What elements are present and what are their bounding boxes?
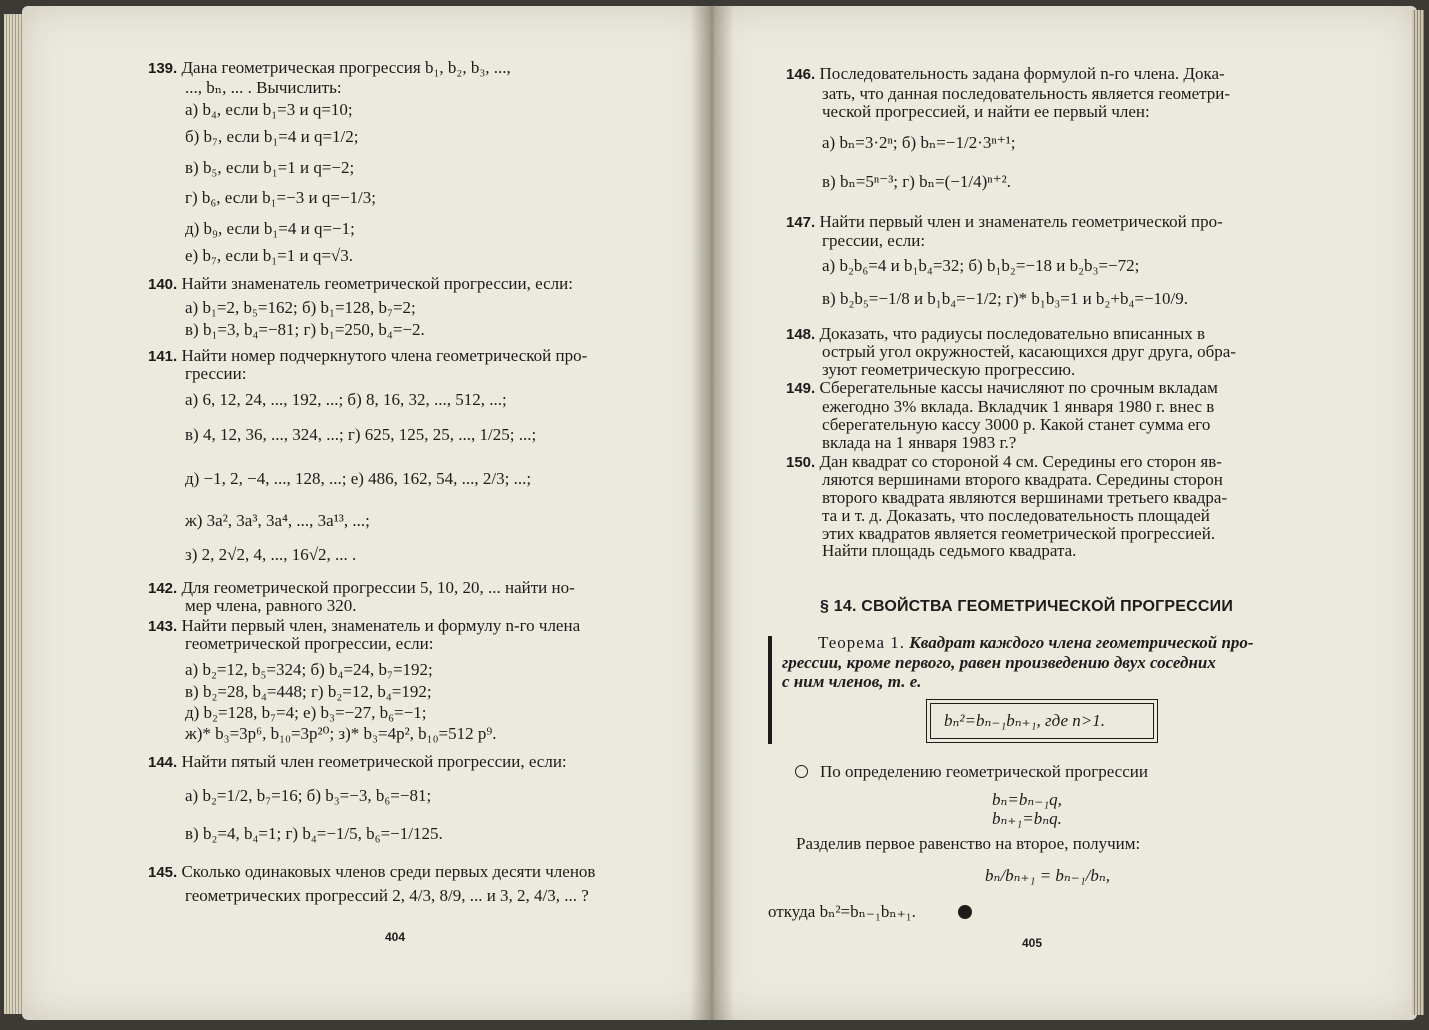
page-number: 404	[385, 930, 406, 944]
text-line: е) b₇, если b₁=1 и q=√3.	[185, 246, 354, 265]
text-line: этих квадратов является геометрической прогрессией.	[822, 524, 1216, 543]
page-number: 405	[1022, 936, 1043, 950]
proof-line: bₙ₊₁=bₙq.	[992, 809, 1062, 828]
boxed-formula: bₙ²=bₙ₋₁bₙ₊₁, где n>1.	[944, 711, 1105, 730]
text-line: второго квадрата являются вершинами третьего квадра-	[822, 488, 1228, 507]
text-line: 141. Найти номер подчеркнутого члена геометрической про-	[148, 346, 588, 365]
text-line: в) bₙ=5ⁿ⁻³; г) bₙ=(−1/4)ⁿ⁺².	[822, 172, 1011, 191]
theorem-marker-bar	[768, 636, 772, 744]
text-line: геометрических прогрессий 2, 4/3, 8/9, ... и 3, 2, 4/3, ... ?	[185, 886, 589, 905]
text-line: грессии:	[185, 364, 247, 383]
text-line: а) 6, 12, 24, ..., 192, ...; б) 8, 16, 32, ..., 512, ...;	[185, 390, 507, 409]
text-line: зуют геометрическую прогрессию.	[822, 360, 1076, 379]
theorem-line: Теорема 1. Квадрат каждого члена геометрической про-	[818, 633, 1254, 652]
text-line: острый угол окружностей, касающихся друг друга, обра-	[822, 342, 1236, 361]
text-line: 150. Дан квадрат со стороной 4 см. Середины его сторон яв-	[786, 452, 1222, 471]
text-line: ..., bₙ, ... . Вычислить:	[185, 78, 342, 97]
text-line: сберегательную кассу 3000 р. Какой станет сумма его	[822, 415, 1211, 434]
text-line: а) b₂=12, b₅=324; б) b₄=24, b₇=192;	[185, 660, 433, 679]
proof-line: bₙ=bₙ₋₁q,	[992, 790, 1062, 809]
text-line: д) −1, 2, −4, ..., 128, ...; е) 486, 162, 54, ..., 2/3; ...;	[185, 469, 532, 488]
text-line: 143. Найти первый член, знаменатель и формулу n-го члена	[148, 616, 581, 635]
text-line: 142. Для геометрической прогрессии 5, 10, 20, ... найти но-	[148, 578, 575, 597]
text-line: з) 2, 2√2, 4, ..., 16√2, ... .	[185, 545, 357, 564]
text-line: вклада на 1 января 1983 г.?	[822, 433, 1017, 452]
theorem-line: грессии, кроме первого, равен произведению двух соседних	[782, 653, 1216, 672]
proof-end-bullet-icon	[958, 905, 972, 919]
text-line: б) b₇, если b₁=4 и q=1/2;	[185, 127, 359, 146]
text-line: а) b₂=1/2, b₇=16; б) b₃=−3, b₆=−81;	[185, 786, 432, 805]
text-line: та и т. д. Доказать, что последовательность площадей	[822, 506, 1210, 525]
text-line: а) b₄, если b₁=3 и q=10;	[185, 100, 353, 119]
text-line: в) b₅, если b₁=1 и q=−2;	[185, 158, 355, 177]
text-line: 140. Найти знаменатель геометрической прогрессии, если:	[148, 274, 573, 293]
text-line: 139. Дана геометрическая прогрессия b₁, b₂, b₃, ...,	[148, 58, 511, 77]
text-line: 148. Доказать, что радиусы последовательно вписанных в	[786, 324, 1206, 343]
theorem-line: с ним членов, т. е.	[782, 672, 922, 691]
text-line: в) b₂=4, b₄=1; г) b₄=−1/5, b₆=−1/125.	[185, 824, 443, 843]
text-line: в) b₁=3, b₄=−81; г) b₁=250, b₄=−2.	[185, 320, 425, 339]
text-line: ж) 3a², 3a³, 3a⁴, ..., 3a¹³, ...;	[185, 511, 370, 530]
proof-line: Разделив первое равенство на второе, получим:	[796, 834, 1141, 853]
text-line: в) 4, 12, 36, ..., 324, ...; г) 625, 125, 25, ..., 1/25; ...;	[185, 425, 537, 444]
text-line: г) b₆, если b₁=−3 и q=−1/3;	[185, 188, 376, 207]
text-line: ежегодно 3% вклада. Вкладчик 1 января 1980 г. внес в	[822, 397, 1215, 416]
text-line: ж)* b₃=3p⁶, b₁₀=3p²⁰; з)* b₃=4p², b₁₀=512 p⁹.	[185, 724, 497, 743]
text-line: а) b₁=2, b₅=162; б) b₁=128, b₇=2;	[185, 298, 416, 317]
text-line: в) b₂b₅=−1/8 и b₁b₄=−1/2; г)* b₁b₃=1 и b₂+b₄=−10/9.	[822, 289, 1189, 308]
text-line: мер члена, равного 320.	[185, 596, 357, 615]
text-line: геометрической прогрессии, если:	[185, 634, 434, 653]
text-line: 145. Сколько одинаковых членов среди первых десяти членов	[148, 862, 596, 881]
text-line: в) b₂=28, b₄=448; г) b₂=12, b₄=192;	[185, 682, 432, 701]
page-edges-right	[1412, 10, 1424, 1015]
text-line: а) bₙ=3·2ⁿ; б) bₙ=−1/2·3ⁿ⁺¹;	[822, 133, 1016, 152]
text-line: ляются вершинами второго квадрата. Середины сторон	[822, 470, 1223, 489]
section-heading: § 14. СВОЙСТВА ГЕОМЕТРИЧЕСКОЙ ПРОГРЕССИИ	[820, 598, 1234, 615]
text-line: Найти площадь седьмого квадрата.	[822, 541, 1077, 560]
text-line: зать, что данная последовательность является геометри-	[822, 84, 1231, 103]
book-gutter	[690, 6, 734, 1020]
text-line: 149. Сберегательные кассы начисляют по срочным вкладам	[786, 378, 1218, 397]
text-line: ческой прогрессией, и найти ее первый член:	[822, 102, 1150, 121]
text-line: 147. Найти первый член и знаменатель геометрической про-	[786, 212, 1223, 231]
text-line: 144. Найти пятый член геометрической прогрессии, если:	[148, 752, 567, 771]
text-line: грессии, если:	[822, 231, 926, 250]
text-line: а) b₂b₆=4 и b₁b₄=32; б) b₁b₂=−18 и b₂b₃=−72;	[822, 256, 1140, 275]
text-line: д) b₉, если b₁=4 и q=−1;	[185, 219, 355, 238]
proof-start-circle-icon	[795, 765, 808, 778]
text-line: 146. Последовательность задана формулой n-го члена. Дока-	[786, 64, 1225, 83]
proof-line: bₙ/bₙ₊₁ = bₙ₋₁/bₙ,	[985, 866, 1110, 885]
proof-line: откуда bₙ²=bₙ₋₁bₙ₊₁.	[768, 902, 916, 921]
text-line: д) b₂=128, b₇=4; е) b₃=−27, b₆=−1;	[185, 703, 427, 722]
proof-line: По определению геометрической прогрессии	[820, 762, 1148, 781]
